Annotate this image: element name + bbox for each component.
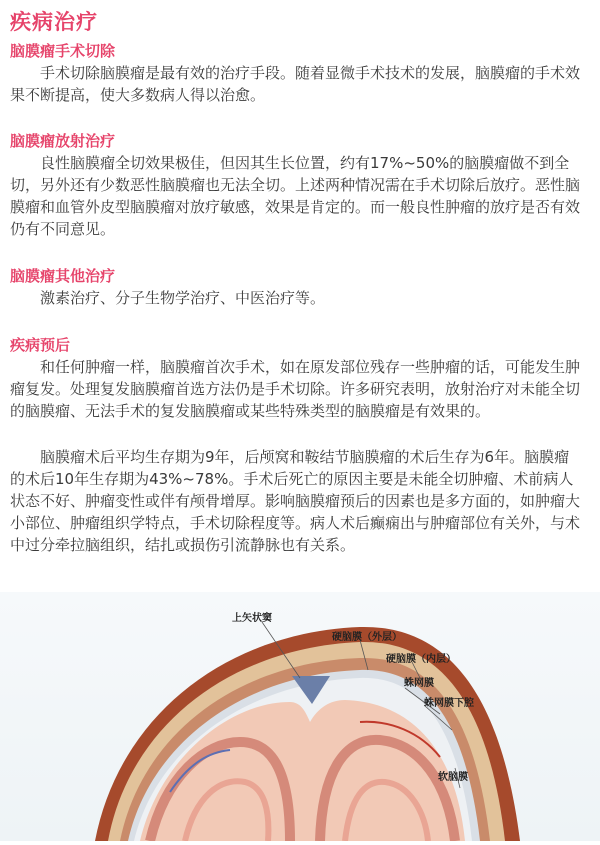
section-paragraph-radiation: 良性脑膜瘤全切效果极佳，但因其生长位置，约有17%~50%的脑膜瘤做不到全切，另外还有少数恶性脑膜瘤也无法全切。上述两种情况需在手术切除后放疗。恶性脑膜瘤和血管外皮型脑膜瘤对放疗敏感，效果是肯定的。而一般良性肿瘤的放疗是否有效仍有不同意见。 — [10, 154, 581, 238]
section-paragraph-prognosis-1: 和任何肿瘤一样，脑膜瘤首次手术，如在原发部位残存一些肿瘤的话，可能发生肿瘤复发。处理复发脑膜瘤首选方法仍是手术切除。许多研究表明，放射治疗对未能全切的脑膜瘤、无法手术的复发脑膜瘤或某些特殊类型的脑膜瘤是有效果的。 — [10, 358, 581, 420]
meninges-illustration — [0, 592, 600, 841]
page-title: 疾病治疗 — [10, 10, 98, 34]
section-paragraph-surgery: 手术切除脑膜瘤是最有效的治疗手段。随着显微手术技术的发展，脑膜瘤的手术效果不断提高，使大多数病人得以治愈。 — [10, 64, 581, 104]
label-dura-outer: 硬脑膜（外层） — [332, 632, 402, 643]
section-heading-surgery: 脑膜瘤手术切除 — [10, 42, 116, 60]
meninges-diagram — [0, 592, 600, 841]
section-paragraph-other: 激素治疗、分子生物学治疗、中医治疗等。 — [40, 289, 326, 307]
section-heading-prognosis: 疾病预后 — [10, 336, 71, 354]
label-pia-mater: 软脑膜 — [438, 772, 468, 783]
section-heading-radiation: 脑膜瘤放射治疗 — [10, 132, 116, 150]
section-paragraph-prognosis-2: 脑膜瘤术后平均生存期为9年，后颅窝和鞍结节脑膜瘤的术后生存为6年。脑膜瘤的术后10年生存期为43%~78%。手术后死亡的原因主要是未能全切肿瘤、术前病人状态不好、肿瘤变性或伴有颅骨增厚。影响脑膜瘤预后的因素也是多方面的，如肿瘤大小部位、肿瘤组织学特点，手术切除程度等。病人术后癫痫出与肿瘤部位有关外，与术中过分牵拉脑组织，结扎或损伤引流静脉也有关系。 — [10, 448, 581, 554]
label-dura-inner: 硬脑膜（内层） — [386, 654, 456, 665]
label-arachnoid: 蛛网膜 — [404, 678, 434, 689]
section-heading-other: 脑膜瘤其他治疗 — [10, 267, 116, 285]
label-subarachnoid-space: 蛛网膜下腔 — [424, 698, 474, 709]
label-superior-sagittal-sinus: 上矢状窦 — [232, 613, 272, 624]
